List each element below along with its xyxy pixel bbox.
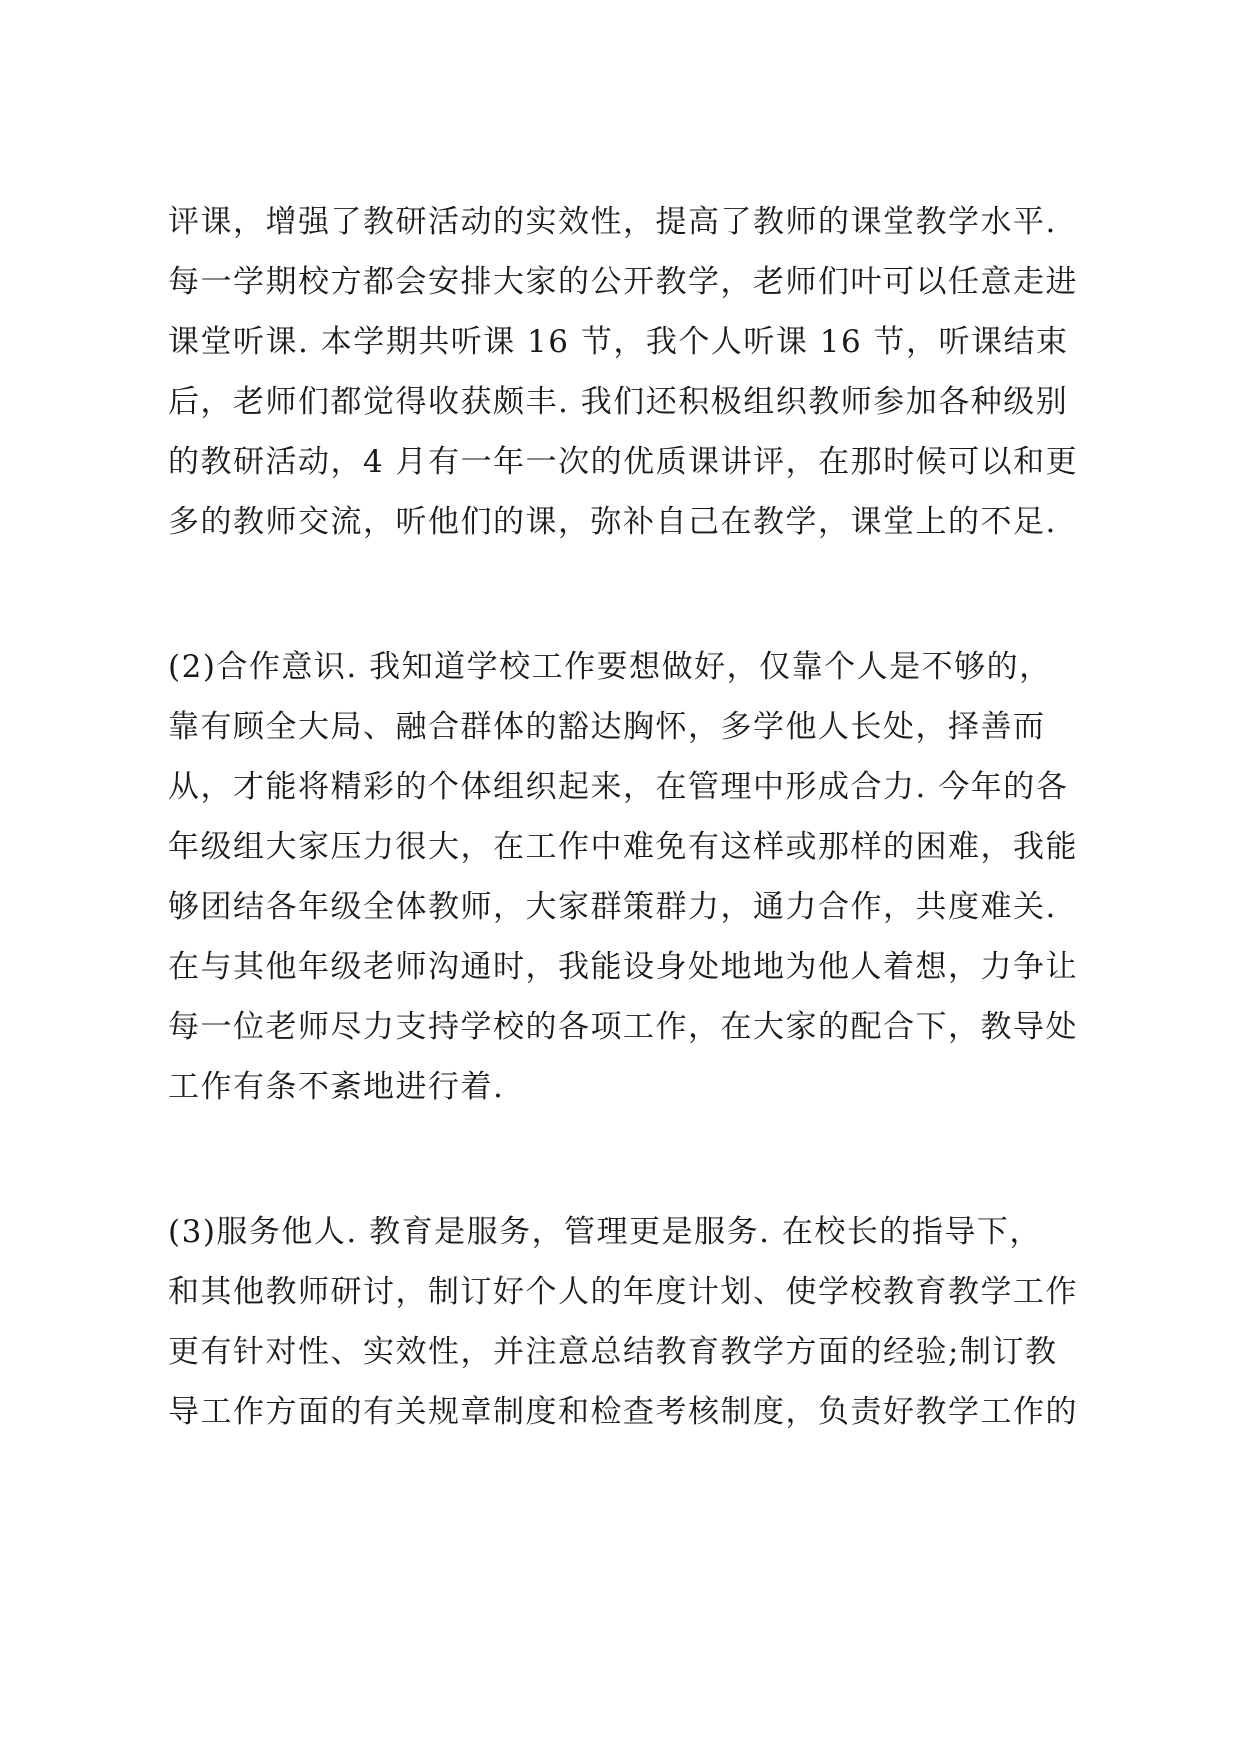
text-line: 每一位老师尽力支持学校的各项工作，在大家的配合下，教导处: [168, 1009, 1078, 1045]
text-line: 导工作方面的有关规章制度和检查考核制度，负责好教学工作的: [168, 1394, 1078, 1430]
text-line: 和其他教师研讨，制订好个人的年度计划、使学校教育教学工作: [168, 1274, 1078, 1310]
text-line: 在与其他年级老师沟通时，我能设身处地地为他人着想，力争让: [168, 949, 1078, 985]
text-line: 多的教师交流，听他们的课，弥补自己在教学，课堂上的不足.: [168, 504, 1057, 540]
text-line: 靠有顾全大局、融合群体的豁达胸怀，多学他人长处，择善而: [168, 709, 1046, 745]
text-line: 课堂听课. 本学期共听课 16 节，我个人听课 16 节，听课结束: [168, 324, 1069, 360]
text-line: 评课，增强了教研活动的实效性，提高了教师的课堂教学水平.: [168, 204, 1057, 240]
text-line: (2)合作意识. 我知道学校工作要想做好，仅靠个人是不够的，: [168, 649, 1052, 685]
text-line: 从，才能将精彩的个体组织起来，在管理中形成合力. 今年的各: [168, 769, 1069, 805]
text-line: (3)服务他人. 教育是服务，管理更是服务. 在校长的指导下，: [168, 1214, 1042, 1250]
text-line: 每一学期校方都会安排大家的公开教学，老师们叶可以任意走进: [168, 264, 1078, 300]
text-line: 的教研活动，4 月有一年一次的优质课讲评，在那时候可以和更: [168, 444, 1079, 480]
text-line: 够团结各年级全体教师，大家群策群力，通力合作，共度难关.: [168, 889, 1057, 925]
text-line: 更有针对性、实效性，并注意总结教育教学方面的经验;制订教: [168, 1334, 1058, 1370]
text-line: 工作有条不紊地进行着.: [168, 1069, 505, 1105]
text-line: 年级组大家压力很大，在工作中难免有这样或那样的困难，我能: [168, 829, 1078, 865]
text-line: 后，老师们都觉得收获颇丰. 我们还积极组织教师参加各种级别: [168, 384, 1069, 420]
